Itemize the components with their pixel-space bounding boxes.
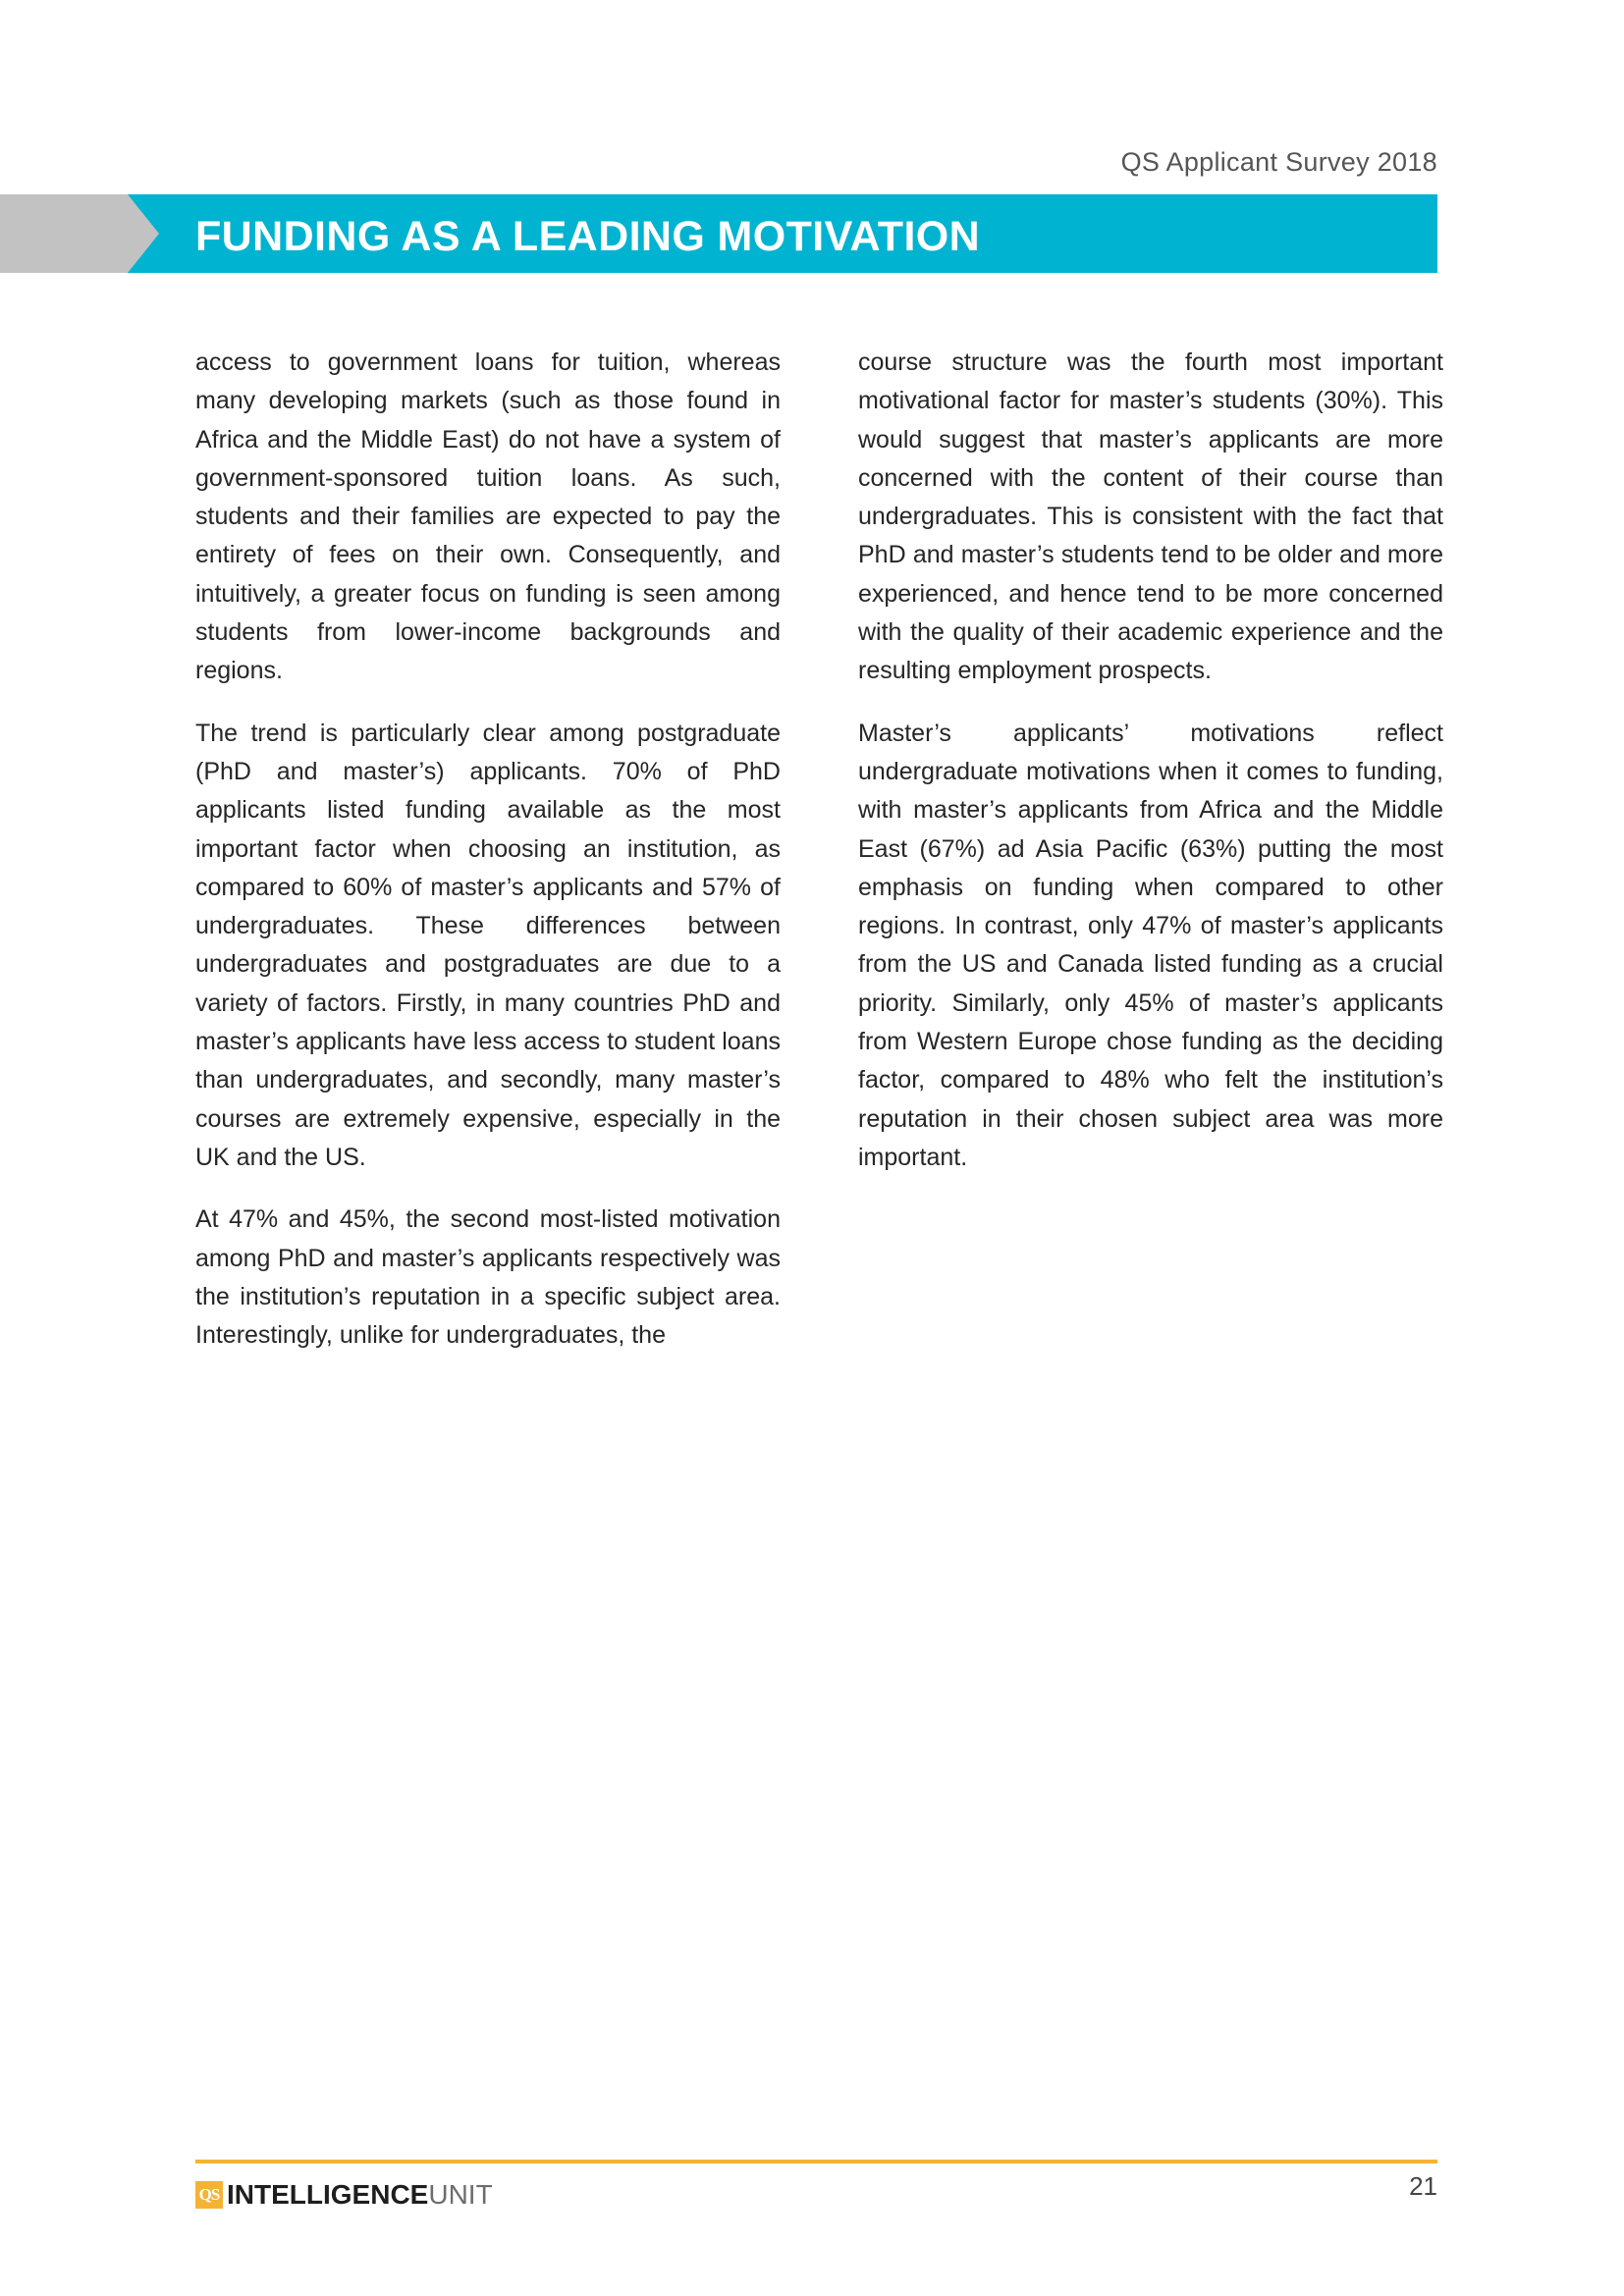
logo-text-intelligence: INTELLIGENCE: [227, 2179, 429, 2210]
paragraph: Master’s applicants’ motivations reflect undergraduate motivations when it comes to funding, with master’s applicants from Africa and the Middle East (67%) ad Asia Pacific (63%) putting the most emphasis on funding when compared to other regions. In contrast, only 47% of master’s applicants from the US and Canada listed funding as a crucial priority. Similarly, only 45% of master’s applicants from Western Europe chose funding as the deciding factor, compared to 48% who felt the institution’s reputation in their chosen subject area was more important.: [858, 719, 1443, 1171]
section-title: FUNDING AS A LEADING MOTIVATION: [195, 213, 981, 260]
page-number: 21: [1409, 2171, 1437, 2201]
logo-text-unit: UNIT: [428, 2179, 493, 2210]
paragraph: The trend is particularly clear among postgraduate (PhD and master’s) applicants. 70% of PhD applicants listed funding available as the most important factor when choosing an institution, as compared to 60% of master’s applicants and 57% of undergraduates. These differences between undergraduates and postgraduates are due to a variety of factors. Firstly, in many countries PhD and master’s applicants have less access to student loans than undergraduates, and secondly, many master’s courses are extremely expensive, especially in the UK and the US.: [195, 719, 781, 1171]
qs-logo-icon: QS: [195, 2181, 223, 2209]
report-title: QS Applicant Survey 2018: [1120, 147, 1437, 177]
intelligence-unit-logo: [195, 2175, 493, 2215]
footer-divider: [195, 2160, 1437, 2163]
paragraph: course structure was the fourth most important motivational factor for master’s students (30%). This would suggest that master’s applicants are more concerned with the content of their course than undergraduates. This is consistent with the fact that PhD and master’s students tend to be older and more experienced, and hence tend to be more concerned with the quality of their academic experience and the resulting employment prospects.: [858, 348, 1443, 685]
paragraph: access to government loans for tuition, whereas many developing markets (such as those found in Africa and the Middle East) do not have a system of government-sponsored tuition loans. As such, students and their families are expected to pay the entirety of fees on their own. Consequently, and intuitively, a greater focus on funding is seen among students from lower-income backgrounds and regions.: [195, 348, 781, 685]
right-text-column: [858, 344, 1443, 1201]
left-text-column: [195, 344, 781, 1378]
paragraph: At 47% and 45%, the second most-listed motivation among PhD and master’s applicants respectively was the institution’s reputation in a specific subject area. Interestingly, unlike for undergraduates, the: [195, 1205, 781, 1350]
